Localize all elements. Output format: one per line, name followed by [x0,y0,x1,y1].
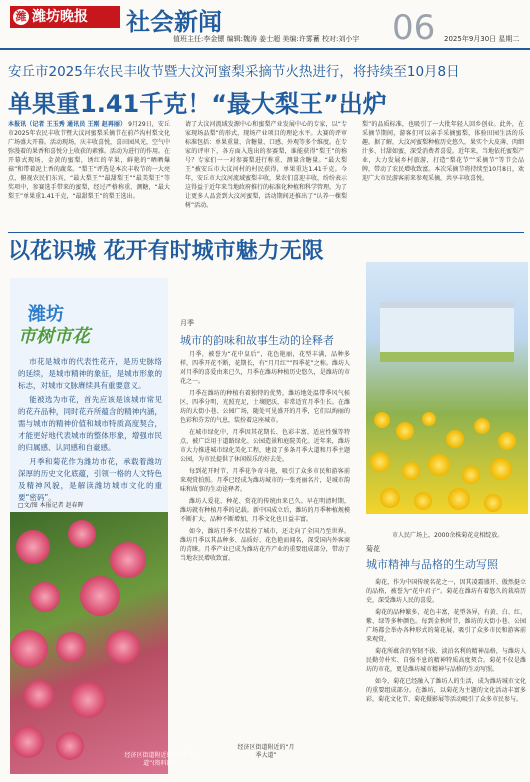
column-logo [18,300,138,350]
feature-lead-p1: 市花是城市的代表性花卉，是历史脉络的延续，是城市精神的象征，是城市形象的标志，对城市文脉赓续具有重要意义。 [18,357,162,390]
rose-avenue-caption: 经济区街道附近的“月季大道” [237,744,295,759]
chrysanthemum-paragraph: 菊花的品种繁多，花色丰富，花型各异，有黄、白、红、紫、绿等多种颜色。每到金秋时节，潍坊的大街小巷、公园广场都会举办各种形式的菊花展，吸引了众多市民和游客前来观赏。 [366,609,526,643]
rose-article-body [180,350,350,766]
issue-date: 2025年9月30日 星期二 [444,35,520,43]
section-title: 社会新闻 [126,7,222,36]
lead-column-2: 请了大汶河流域发源中心和蜜梨产业发展中心的专家，以“专家现场品梨”的形式，现场产业项目的理论水平。大赛的评审标准包括：单果重量、含糖量、口感、外观等多个维度。在专家的评审下，各方面入选出的参赛梨，谁能获得“梨王”的称号？专家们一一对参赛梨进行称重、测量含糖量。“最大梨王”被安丘市大汶河村的村民获得，单果重达1.41千克。今年，安丘市大汶河流域蜜梨丰收，果农们喜迎丰收，纷纷表示这得益于近年来当地政府推行的标准化种植和科学管理。为了让更多人品尝到大汶河蜜梨，活动期间还推出了“认养一棵梨树”活动。 [185,121,348,209]
feature-lead-p2: 能被选为市花，首先应该是该城市常见的花卉品种，同时花卉所蕴含的精神内涵，需与城市的精神价值和城市特质高度契合，才能更好地代表城市的整体形象，增强市民的归属感、认同感和自豪感。 [18,395,162,452]
roses-caption: 经济区街道附近的“月季大道”(资料图) [124,752,194,767]
lead-headline: 单果重1.41千克！“最大梨王”出炉 [8,90,387,118]
lead-body [8,120,524,228]
rose-kicker: 月季 [180,319,194,327]
feature-byline: □文/图 本报记者 赵春晖 [18,502,84,509]
column-logo-title: 市树市花 [18,326,90,347]
paper-name: 潍坊晚报 [32,9,88,25]
chrysanthemum-article-body [366,578,526,774]
paper-logo [10,6,120,28]
logo-icon: 潍 [13,9,29,25]
rose-paragraph: 月季，被誉为“花中皇后”，花色艳丽，花型丰满，品种多样，四季开花不断，花期长，有“月月红”“四季花”之称。潍坊人对月季的喜爱由来已久，月季在潍坊种植历史悠久，是潍坊的市花之一。 [180,351,350,385]
rose-paragraph: 每到花开时节，月季花争奇斗艳，吸引了众多市民和游客前来观赏拍照。月季已经成为潍坊城市的一张亮丽名片，是城市韵味和故事的生动诠释者。 [180,468,350,493]
feature-lead-p3: 月季和菊花作为潍坊市花，承载着潍坊深厚的历史文化底蕴，引领一格的人文特色及精神风貌，是解读潍坊城市文化的重要“密码”。 [18,457,162,502]
rose-paragraph: 潍坊人爱花、种花、赏花的传统由来已久。早在明清时期，潍坊就有种植月季的记载。新中国成立后，潍坊的月季种植规模不断扩大，品种不断增加，月季文化也日益丰富。 [180,498,350,523]
rose-paragraph: 如今，潍坊月季不仅装扮了城市，还走向了全国乃至世界。潍坊月季以其品种多、品质好、花色艳而闻名，深受国内外客商的青睐。月季产业已成为潍坊花卉产业的重要组成部分，带动了当地农民增收致富。 [180,528,350,562]
chrysanthemum-paragraph: 菊花，作为中国传统名花之一，因其凌霜盛开、傲然挺立的品格，被誉为“花中君子”。菊花在潍坊有着悠久的栽培历史，深受潍坊人民的喜爱。 [366,579,526,604]
column-logo-city: 潍坊 [28,304,64,325]
chrysanthemum-paragraph: 菊花所蕴含的坚韧不拔、淡泊名利的精神品格，与潍坊人民勤劳朴实、自强不息的精神特质高度契合。菊花不仅是潍坊的市花，更是潍坊城市精神与品格的生动写照。 [366,648,526,673]
chrysanthemum-kicker: 菊花 [366,545,380,553]
lead-byline: 本报讯（记者 王玉秀 通讯员 王刚 赵再丽） [8,121,127,128]
rose-article-head [180,318,334,347]
roses-photo [10,512,194,774]
lead-col1-text: 9月29日，安丘市2025年农民丰收节暨大汶河蜜梨采摘节在前芦沟村梨文化广场盛大开幕。活动现场，庆丰收喜悦，喜田园风光，空气中弥漫着的果香和喜悦分上收获的素雅。活动为进行的作用。在开幕式现场，金黄的蜜梨，诱红的苹果，鲜艳的“晒晒爆菇”和带着泥土香的蔬菜。“梨王”评选是本次丰收节的一大亮点，俯视农民们东宾，“最大梨王”“最甜梨王”“最美梨王”等奖项中，参赛选手带来的蜜梨，经过严格称重、测糖，“最大梨王”单果重1.41千克，“最甜梨王”的梨王选出。 [8,121,171,200]
lead-column-3: 梨”的品质标准，也吸引了一大批年轻人回乡创业。此外，在采摘节期间，游客们可以亲手采摘蜜梨，体验田园生活的乐趣。据了解，大汶河蜜梨种植历史悠久，果实个大皮薄、肉细汁多、甘甜如蜜，深受消费者喜爱。近年来，当地依托蜜梨产业，大力发展乡村旅游，打造“梨花节”“采摘节”等节会品牌，带动了农民增收致富。本次采摘节将持续至10月8日，欢迎广大市民游客前来参观采摘，共享丰收喜悦。 [362,121,525,182]
rose-paragraph: 在城市绿化中，月季因其花期长、色彩丰富、适应性强等特点，被广泛用于道路绿化、公园造景和庭院美化。近年来，潍坊市大力推进城市绿化美化工程，建设了多条月季大道和月季主题公园，为市民提供了休闲娱乐的好去处。 [180,429,350,463]
feature-headline: 以花识城 花开有时城市魅力无限 [8,239,324,264]
chrysanthemum-photo [366,262,528,514]
feature-lead [18,356,162,506]
editor-credits: 值班主任:李金镖 编辑:魏涛 姜士超 美编:许雾蓄 校对:刘小宇 [173,35,360,43]
lead-column-1 [8,120,170,228]
lead-subtitle: 安丘市2025年农民丰收节暨大汶河蜜梨采摘节火热进行，将持续至10月8日 [8,64,460,80]
rose-title: 城市的韵味和故事生动的诠释者 [180,334,334,347]
rose-paragraph: 月季在潍坊的种植有着独特的优势，潍坊地处温带季风气候区，四季分明，光照充足，土壤肥沃，非常适宜月季生长。在潍坊的大街小巷、公园广场，随处可见盛开的月季，它们以绚丽的色彩和芬芳的气息，装扮着这座城市。 [180,390,350,424]
chrysanthemum-paragraph: 如今，菊花已经融入了潍坊人的生活，成为潍坊城市文化的重要组成部分。在潍坊，以菊花为主题的文化活动丰富多彩，菊花文化节、菊花摄影展等活动吸引了众多市民参与。 [366,678,526,703]
section-divider [8,232,524,233]
chrysanthemum-title: 城市精神与品格的生动写照 [366,558,498,571]
chrysanthemum-caption: 市人民广场上，2000余株菊花竞相绽放。 [392,532,504,539]
masthead [0,0,530,50]
page-number: 06 [392,8,436,48]
